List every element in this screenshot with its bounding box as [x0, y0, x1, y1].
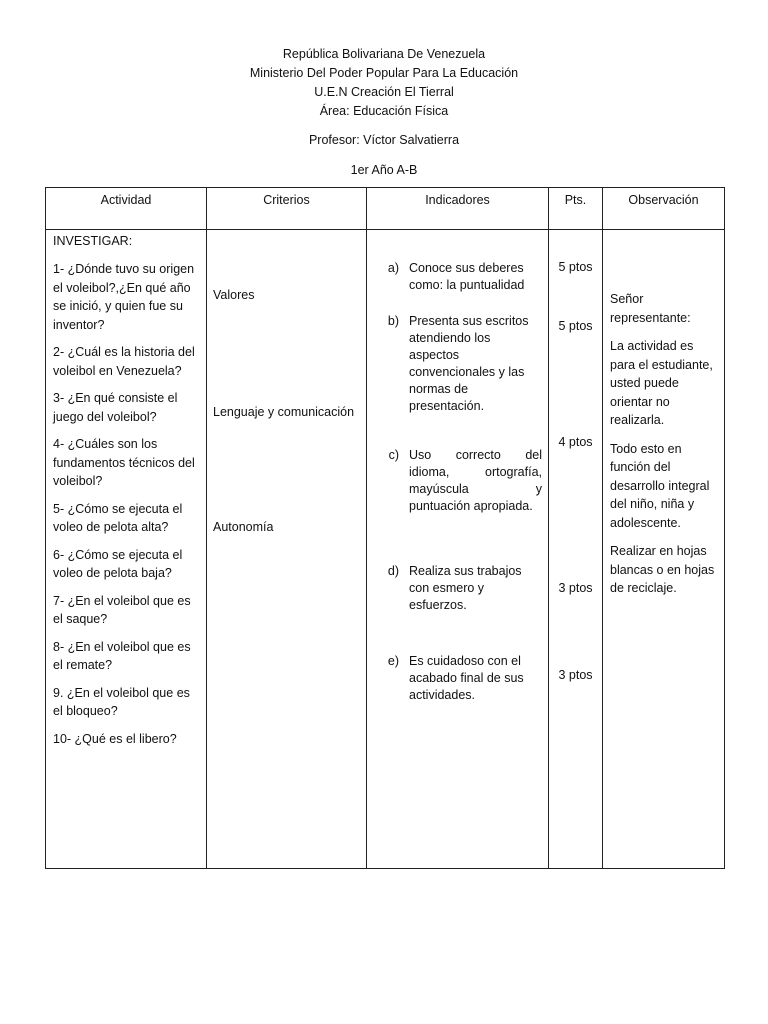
- header-country: República Bolivariana De Venezuela: [282, 47, 486, 61]
- indicator-item: [367, 653, 548, 704]
- question-item: 5- ¿Cómo se ejecuta el voleo de pelota alta?: [53, 501, 183, 534]
- criterion-item: Lenguaje y comunicación: [213, 405, 355, 419]
- table-row: [46, 230, 725, 869]
- question-item: 2- ¿Cuál es la historia del voleibol en Venezuela?: [53, 345, 195, 378]
- question-item: 3- ¿En qué consiste el juego del voleibol?: [53, 391, 178, 424]
- col-header-activity: Actividad: [46, 188, 207, 230]
- indicator-item: [367, 563, 548, 614]
- indicator-text: Presenta sus escritos atendiendo los aspectos convencionales y las normas de presentación.: [409, 314, 529, 413]
- indicator-letter: d): [387, 564, 399, 578]
- indicator-text: Es cuidadoso con el acabado final de sus actividades.: [409, 654, 524, 702]
- indicator-letter: e): [387, 654, 399, 668]
- activity-cell: [46, 230, 207, 869]
- question-item: 8- ¿En el voleibol que es el remate?: [53, 639, 191, 672]
- evaluation-table: [45, 187, 725, 869]
- question-item: 6- ¿Cómo se ejecuta el voleo de pelota baja?: [53, 547, 183, 580]
- indicator-text: Realiza sus trabajos con esmero y esfuerzos.: [409, 564, 522, 612]
- question-item: 4- ¿Cuáles son los fundamentos técnicos del voleibol?: [53, 437, 195, 488]
- indicators-cell: [367, 230, 549, 869]
- indicator-item: [367, 260, 548, 294]
- points-value: 4 ptos: [558, 435, 593, 449]
- grade-label: 1er Año A-B: [350, 163, 418, 177]
- col-header-criteria: Criterios: [207, 188, 367, 230]
- indicator-letter: c): [388, 448, 399, 462]
- observation-paragraph: Señor representante:: [610, 292, 691, 325]
- header-ministry: Ministerio Del Poder Popular Para La Educación: [249, 66, 519, 80]
- table-header-row: [46, 188, 725, 230]
- activity-title: INVESTIGAR:: [53, 234, 133, 248]
- col-header-points: Pts.: [549, 188, 603, 230]
- teacher-name: Profesor: Víctor Salvatierra: [308, 133, 460, 147]
- points-value: 5 ptos: [558, 319, 593, 333]
- col-header-indicators: Indicadores: [367, 188, 549, 230]
- indicator-letter: b): [387, 314, 399, 328]
- points-value: 3 ptos: [558, 668, 593, 682]
- indicator-text: Conoce sus deberes como: la puntualidad: [409, 261, 525, 292]
- indicator-item: [367, 447, 548, 515]
- question-item: 7- ¿En el voleibol que es el saque?: [53, 593, 191, 626]
- criterion-item: Autonomía: [213, 520, 274, 534]
- criteria-cell: [207, 230, 367, 869]
- observation-paragraph: La actividad es para el estudiante, usted puede orientar no realizarla.: [610, 339, 713, 427]
- observation-paragraph: Todo esto en función del desarrollo integral del niño, niña y adolescente.: [610, 441, 710, 530]
- question-item: 1- ¿Dónde tuvo su origen el voleibol?,¿En qué año se inició, y quien fue su inventor?: [53, 262, 195, 332]
- observation-paragraph: Realizar en hojas blancas o en hojas de reciclaje.: [610, 544, 715, 595]
- points-value: 3 ptos: [558, 581, 593, 595]
- points-cell: [549, 230, 603, 869]
- col-header-observation: Observación: [603, 188, 725, 230]
- header-school: U.E.N Creación El Tierral: [314, 85, 454, 99]
- indicator-text: Uso correcto del idioma, ortografía, mayúscula y puntuación apropiada.: [409, 448, 542, 513]
- question-item: 9. ¿En el voleibol que es el bloqueo?: [53, 685, 190, 718]
- question-item: 10- ¿Qué es el libero?: [53, 731, 177, 746]
- indicator-item: [367, 313, 548, 415]
- indicator-letter: a): [387, 261, 399, 275]
- criterion-item: Valores: [213, 288, 255, 302]
- document-header: [0, 45, 768, 121]
- points-value: 5 ptos: [558, 260, 593, 274]
- observation-cell: [603, 230, 725, 869]
- header-area: Área: Educación Física: [319, 104, 449, 118]
